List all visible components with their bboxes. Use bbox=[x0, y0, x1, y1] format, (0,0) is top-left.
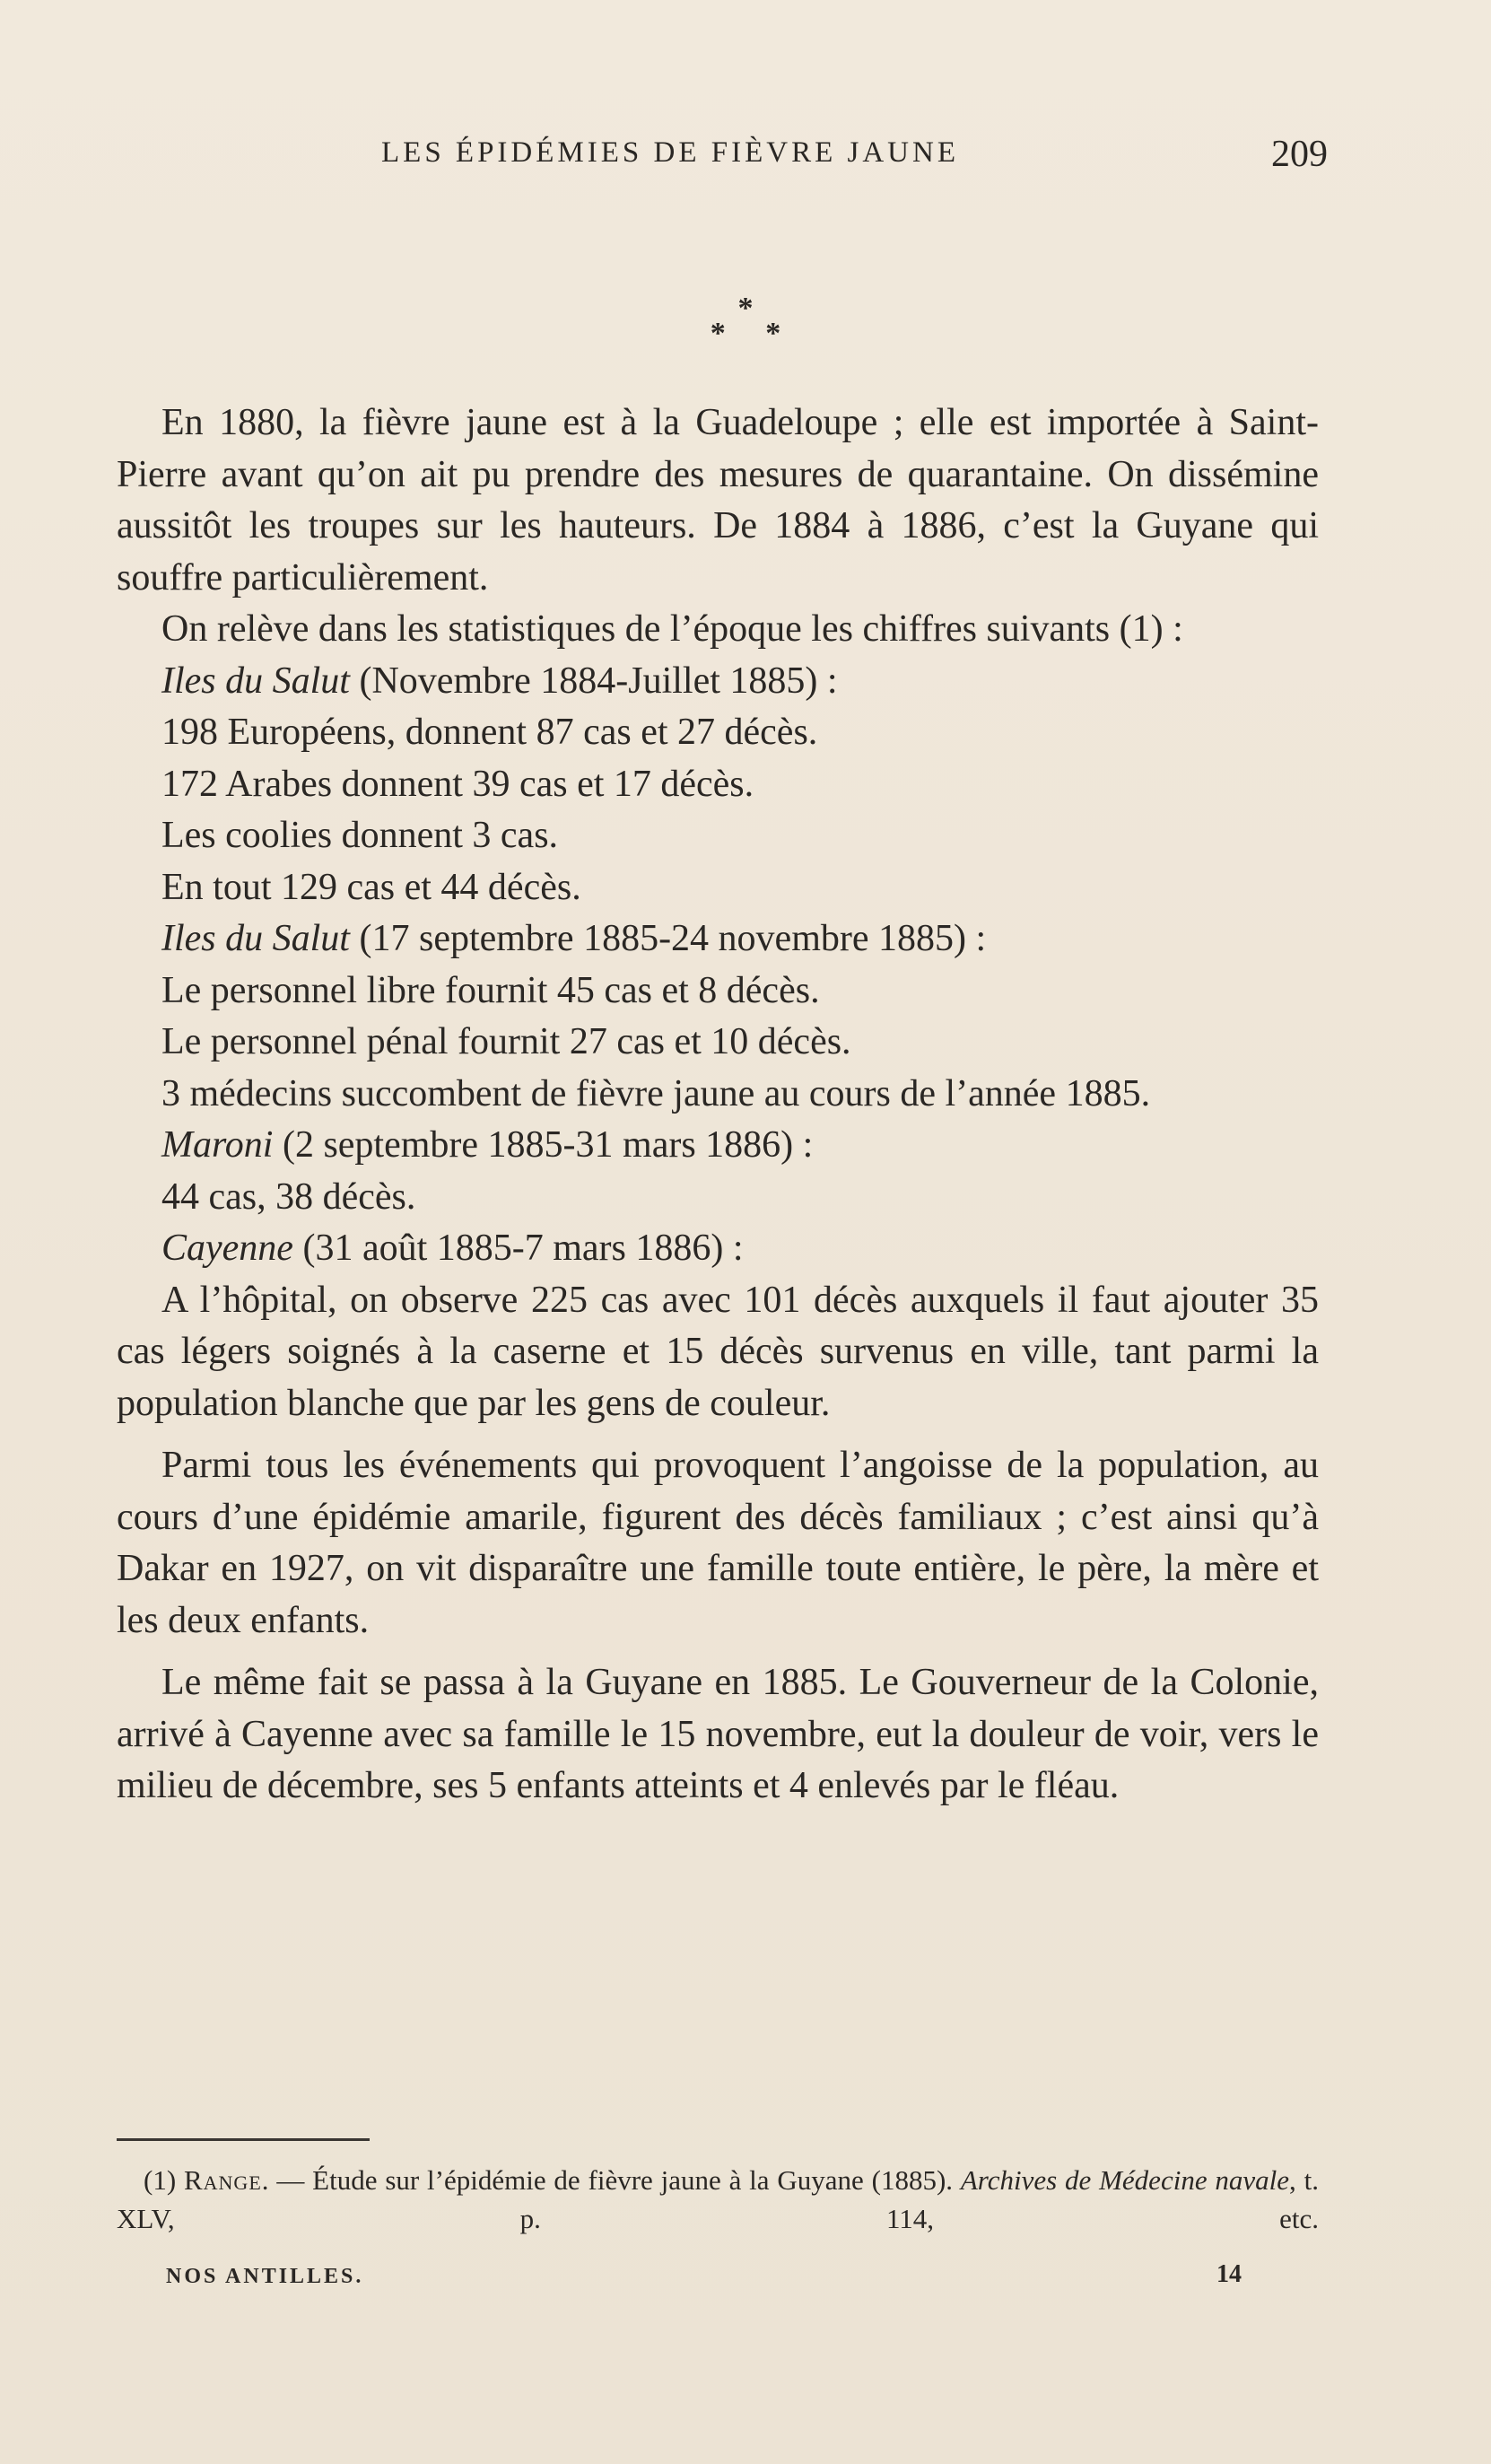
place-name: Iles du Salut bbox=[161, 918, 350, 959]
footnote-title: . — Étude sur l’épidémie de fièvre jaune à la Guyane (1885). bbox=[261, 2164, 954, 2196]
body-text bbox=[117, 398, 1319, 1813]
paragraph-hopital: A l’hôpital, on observe 225 cas avec 101 décès auxquels il faut ajouter 35 cas légers soignés à la caserne et 15 décès survenus en ville, tant parmi la population blanche que par les gens de couleur. bbox=[117, 1279, 1319, 1424]
date-range: (31 août 1885-7 mars 1886) : bbox=[292, 1228, 744, 1269]
line-iles-du-salut-1 bbox=[117, 656, 1319, 708]
date-range: (2 septembre 1885-31 mars 1886) : bbox=[273, 1124, 814, 1166]
printer-signature: NOS ANTILLES. bbox=[166, 2265, 364, 2288]
footnote bbox=[117, 2161, 1319, 2238]
line-maroni-figures: 44 cas, 38 décès. bbox=[161, 1175, 416, 1218]
date-range: (17 septembre 1885-24 novembre 1885) : bbox=[349, 918, 987, 959]
line-arabes: 172 Arabes donnent 39 cas et 17 décès. bbox=[161, 763, 754, 805]
footnote-reference: , t. XLV, p. 114, etc. bbox=[117, 2164, 1319, 2234]
footnote-line bbox=[117, 2161, 1319, 2238]
paragraph-guadeloupe: En 1880, la fièvre jaune est à la Guadeloupe ; elle est importée à Saint-Pierre avant qu’on ait pu prendre des mesures de quarantaine. On dissémine aussitôt les troupes sur les hauteurs. De 1884 à 1886, c’est la Guyane qui souffre particulièrement. bbox=[117, 402, 1319, 599]
line-maroni bbox=[117, 1120, 1319, 1172]
paragraph-medecins: 3 médecins succombent de fièvre jaune au cours de l’année 1885. bbox=[161, 1072, 1151, 1114]
page-number: 209 bbox=[1271, 134, 1328, 175]
paragraph-statistics-intro: On relève dans les statistiques de l’époque les chiffres suivants (1) : bbox=[161, 608, 1183, 650]
line-cayenne bbox=[117, 1223, 1319, 1275]
line-personnel-penal: Le personnel pénal fournit 27 cas et 10 décès. bbox=[161, 1021, 851, 1062]
place-name: Iles du Salut bbox=[161, 660, 350, 702]
line-personnel-libre: Le personnel libre fournit 45 cas et 8 décès. bbox=[161, 969, 820, 1011]
line-iles-du-salut-2 bbox=[117, 913, 1319, 966]
footnote-author: Range bbox=[183, 2164, 262, 2196]
page-header bbox=[117, 133, 1328, 178]
asterism-bottom-stars: * * bbox=[710, 317, 798, 350]
running-title: LES ÉPIDÉMIES DE FIÈVRE JAUNE bbox=[381, 136, 959, 169]
footnote-marker: (1) bbox=[144, 2164, 184, 2196]
asterism-top-star: * bbox=[737, 292, 754, 325]
line-total: En tout 129 cas et 44 décès. bbox=[161, 866, 581, 908]
section-asterism bbox=[0, 292, 1491, 350]
paragraph-gouverneur: Le même fait se passa à la Guyane en 1885. Le Gouverneur de la Colonie, arrivé à Cayenne avec sa famille le 15 novembre, eut la douleur de voir, vers le milieu de décembre, ses 5 enfants atteints et 4 enlevés par le fléau. bbox=[117, 1662, 1319, 1806]
footnote-journal: Archives de Médecine navale bbox=[960, 2164, 1290, 2196]
footnote-divider bbox=[117, 2138, 370, 2141]
line-coolies: Les coolies donnent 3 cas. bbox=[161, 815, 559, 856]
place-name: Cayenne bbox=[161, 1228, 293, 1269]
date-range: (Novembre 1884-Juillet 1885) : bbox=[349, 660, 838, 702]
line-europeens: 198 Européens, donnent 87 cas et 27 décès. bbox=[161, 712, 818, 753]
place-name: Maroni bbox=[161, 1124, 274, 1166]
sheet-number: 14 bbox=[1216, 2260, 1242, 2288]
paragraph-deces-familiaux: Parmi tous les événements qui provoquent l’angoisse de la population, au cours d’une épidémie amarile, figurent des décès familiaux ; c’est ainsi qu’à Dakar en 1927, on vit disparaître une famille toute entière, le père, la mère et les deux enfants. bbox=[117, 1445, 1319, 1641]
